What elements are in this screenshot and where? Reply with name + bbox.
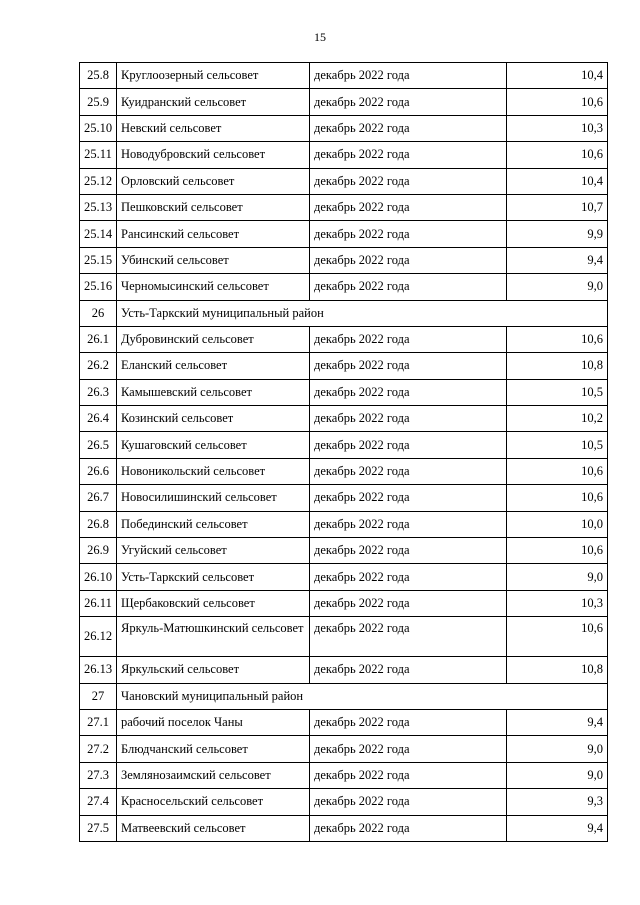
settlement-name: Усть-Таркский сельсовет [117, 564, 310, 590]
table-body [80, 63, 608, 842]
value-cell: 9,0 [507, 736, 608, 762]
value-cell: 9,4 [507, 247, 608, 273]
row-number: 26.3 [80, 379, 117, 405]
settlement-name: Землянозаимский сельсовет [117, 762, 310, 788]
period-cell: декабрь 2022 года [310, 762, 507, 788]
row-number: 26.4 [80, 406, 117, 432]
settlement-name: Козинский сельсовет [117, 406, 310, 432]
row-number: 25.11 [80, 142, 117, 168]
period-cell: декабрь 2022 года [310, 458, 507, 484]
period-cell: декабрь 2022 года [310, 379, 507, 405]
settlement-name: Побединский сельсовет [117, 511, 310, 537]
settlement-name: Невский сельсовет [117, 115, 310, 141]
settlement-name: Матвеевский сельсовет [117, 815, 310, 841]
row-number: 25.9 [80, 89, 117, 115]
value-cell: 10,5 [507, 432, 608, 458]
settlement-name: Новосилишинский сельсовет [117, 485, 310, 511]
period-cell: декабрь 2022 года [310, 63, 507, 89]
data-table [79, 62, 608, 842]
value-cell: 10,6 [507, 142, 608, 168]
row-number: 26.9 [80, 538, 117, 564]
settlement-name: Яркуль-Матюшкинский сельсовет [117, 617, 310, 657]
page-number: 15 [314, 30, 326, 44]
table-row [80, 194, 608, 220]
row-number: 27.3 [80, 762, 117, 788]
table-row [80, 168, 608, 194]
row-number: 25.13 [80, 194, 117, 220]
table-row [80, 590, 608, 616]
value-cell: 10,6 [507, 538, 608, 564]
table-row [80, 353, 608, 379]
table-row [80, 709, 608, 735]
period-cell: декабрь 2022 года [310, 538, 507, 564]
value-cell: 9,9 [507, 221, 608, 247]
value-cell: 10,3 [507, 590, 608, 616]
row-number: 25.16 [80, 274, 117, 300]
table-row [80, 379, 608, 405]
period-cell: декабрь 2022 года [310, 564, 507, 590]
settlement-name: Убинский сельсовет [117, 247, 310, 273]
value-cell: 9,0 [507, 564, 608, 590]
row-number: 26.2 [80, 353, 117, 379]
table-row [80, 142, 608, 168]
row-number: 25.10 [80, 115, 117, 141]
table-row [80, 326, 608, 352]
value-cell: 10,3 [507, 115, 608, 141]
settlement-name: Щербаковский сельсовет [117, 590, 310, 616]
settlement-name: Дубровинский сельсовет [117, 326, 310, 352]
row-number: 26.10 [80, 564, 117, 590]
section-row [80, 300, 608, 326]
table-row [80, 63, 608, 89]
table-row [80, 115, 608, 141]
settlement-name: Черномысинский сельсовет [117, 274, 310, 300]
table-row [80, 458, 608, 484]
row-number: 26 [80, 300, 117, 326]
table-row [80, 538, 608, 564]
value-cell: 9,0 [507, 274, 608, 300]
period-cell: декабрь 2022 года [310, 657, 507, 683]
period-cell: декабрь 2022 года [310, 736, 507, 762]
settlement-name: Блюдчанский сельсовет [117, 736, 310, 762]
row-number: 26.5 [80, 432, 117, 458]
value-cell: 10,6 [507, 485, 608, 511]
table-row [80, 247, 608, 273]
row-number: 25.12 [80, 168, 117, 194]
period-cell: декабрь 2022 года [310, 590, 507, 616]
value-cell: 10,6 [507, 617, 608, 657]
row-number: 27 [80, 683, 117, 709]
settlement-name: Красносельский сельсовет [117, 789, 310, 815]
period-cell: декабрь 2022 года [310, 247, 507, 273]
table-row [80, 89, 608, 115]
row-number: 26.11 [80, 590, 117, 616]
row-number: 27.5 [80, 815, 117, 841]
value-cell: 10,7 [507, 194, 608, 220]
row-number: 27.1 [80, 709, 117, 735]
settlement-name: Куидранский сельсовет [117, 89, 310, 115]
value-cell: 10,6 [507, 458, 608, 484]
settlement-name: Новоникольский сельсовет [117, 458, 310, 484]
row-number: 26.13 [80, 657, 117, 683]
value-cell: 10,4 [507, 63, 608, 89]
district-title: Чановский муниципальный район [117, 683, 608, 709]
table-row [80, 485, 608, 511]
row-number: 25.8 [80, 63, 117, 89]
period-cell: декабрь 2022 года [310, 406, 507, 432]
table-row [80, 762, 608, 788]
table-row [80, 274, 608, 300]
value-cell: 9,4 [507, 709, 608, 735]
row-number: 26.6 [80, 458, 117, 484]
period-cell: декабрь 2022 года [310, 485, 507, 511]
period-cell: декабрь 2022 года [310, 353, 507, 379]
period-cell: декабрь 2022 года [310, 221, 507, 247]
district-title: Усть-Таркский муниципальный район [117, 300, 608, 326]
row-number: 26.1 [80, 326, 117, 352]
value-cell: 9,4 [507, 815, 608, 841]
table-row [80, 657, 608, 683]
value-cell: 10,2 [507, 406, 608, 432]
row-number: 25.14 [80, 221, 117, 247]
table-row [80, 815, 608, 841]
value-cell: 10,6 [507, 326, 608, 352]
settlement-name: Орловский сельсовет [117, 168, 310, 194]
row-number: 27.4 [80, 789, 117, 815]
row-number: 26.8 [80, 511, 117, 537]
row-number: 26.7 [80, 485, 117, 511]
period-cell: декабрь 2022 года [310, 789, 507, 815]
settlement-name: Камышевский сельсовет [117, 379, 310, 405]
period-cell: декабрь 2022 года [310, 274, 507, 300]
period-cell: декабрь 2022 года [310, 115, 507, 141]
settlement-name: Кушаговский сельсовет [117, 432, 310, 458]
value-cell: 10,0 [507, 511, 608, 537]
period-cell: декабрь 2022 года [310, 432, 507, 458]
period-cell: декабрь 2022 года [310, 326, 507, 352]
value-cell: 9,3 [507, 789, 608, 815]
table-row [80, 406, 608, 432]
period-cell: декабрь 2022 года [310, 511, 507, 537]
row-number: 25.15 [80, 247, 117, 273]
period-cell: декабрь 2022 года [310, 168, 507, 194]
table-row [80, 736, 608, 762]
period-cell: декабрь 2022 года [310, 709, 507, 735]
table-row [80, 617, 608, 657]
settlement-name: Еланский сельсовет [117, 353, 310, 379]
settlement-name: Круглоозерный сельсовет [117, 63, 310, 89]
table-row [80, 432, 608, 458]
period-cell: декабрь 2022 года [310, 194, 507, 220]
table-row [80, 564, 608, 590]
value-cell: 10,6 [507, 89, 608, 115]
value-cell: 10,8 [507, 353, 608, 379]
settlement-name: Угуйский сельсовет [117, 538, 310, 564]
value-cell: 9,0 [507, 762, 608, 788]
period-cell: декабрь 2022 года [310, 142, 507, 168]
settlement-name: рабочий поселок Чаны [117, 709, 310, 735]
period-cell: декабрь 2022 года [310, 617, 507, 657]
period-cell: декабрь 2022 года [310, 815, 507, 841]
settlement-name: Новодубровский сельсовет [117, 142, 310, 168]
table-row [80, 221, 608, 247]
value-cell: 10,4 [507, 168, 608, 194]
section-row [80, 683, 608, 709]
row-number: 27.2 [80, 736, 117, 762]
period-cell: декабрь 2022 года [310, 89, 507, 115]
value-cell: 10,8 [507, 657, 608, 683]
settlement-name: Яркульский сельсовет [117, 657, 310, 683]
table-row [80, 511, 608, 537]
row-number: 26.12 [80, 617, 117, 657]
value-cell: 10,5 [507, 379, 608, 405]
settlement-name: Пешковский сельсовет [117, 194, 310, 220]
table-row [80, 789, 608, 815]
settlement-name: Рансинский сельсовет [117, 221, 310, 247]
